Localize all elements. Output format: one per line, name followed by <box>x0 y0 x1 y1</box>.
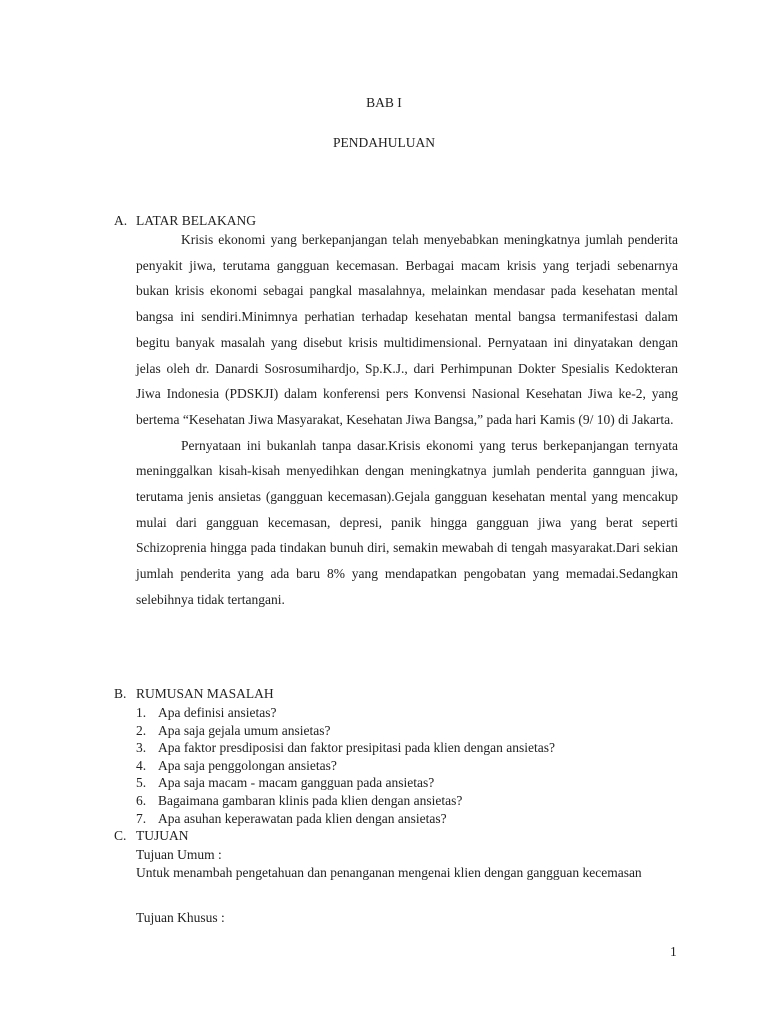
list-item: 2. Apa saja gejala umum ansietas? <box>136 722 331 738</box>
section-b-letter: B. <box>114 686 127 701</box>
section-b-heading: RUMUSAN MASALAH <box>136 686 274 701</box>
list-item: 3. Apa faktor presdiposisi dan faktor presipitasi pada klien dengan ansietas? <box>136 740 556 756</box>
list-item: 7. Apa asuhan keperawatan pada klien dengan ansietas? <box>136 810 447 826</box>
list-item: 5. Apa saja macam - macam gangguan pada ansietas? <box>136 775 435 791</box>
section-a-heading: LATAR BELAKANG <box>136 213 257 228</box>
page-number: 1 <box>670 944 677 959</box>
section-c-letter: C. <box>114 828 127 843</box>
chapter-title: PENDAHULUAN <box>333 135 435 150</box>
list-item: 6. Bagaimana gambaran klinis pada klien dengan ansietas? <box>136 792 463 808</box>
list-item: 1. Apa definisi ansietas? <box>136 705 277 720</box>
section-a-letter: A. <box>114 213 128 228</box>
section-a-body <box>136 227 678 613</box>
chapter-label: BAB I <box>366 95 402 110</box>
background-paragraph-1: Krisis ekonomi yang berkepanjangan telah menyebabkan meningkatnya jumlah penderita penyakit jiwa, terutama gangguan kecemasan. Berbagai macam krisis yang terjadi sebenarnya bukan krisis ekonomi sebagai pangkal masalahnya, melainkan mendasar pada kesehatan mental bangsa ini sendiri.Minimnya perhatian terhadap kesehatan mental bangsa termanifestasi dalam begitu banyak masalah yang disebut krisis multidimensional. Pernyataan ini dinyatakan dengan jelas oleh dr. Danardi Sosrosumihardjo, Sp.K.J., dari Perhimpunan Dokter Spesialis Kedokteran Jiwa Indonesia (PDSKJI) dalam konferensi pers Konvensi Nasional Kesehatan Jiwa ke-2, yang bertema “Kesehatan Jiwa Masyarakat, Kesehatan Jiwa Bangsa,” pada hari Kamis (9/ 10) di Jakarta. <box>136 232 678 427</box>
list-item: 4. Apa saja penggolongan ansietas? <box>136 757 337 773</box>
problem-list <box>136 704 676 827</box>
specific-objective-label: Tujuan Khusus : <box>136 910 225 925</box>
general-objective-label: Tujuan Umum : <box>136 847 222 862</box>
section-c-heading: TUJUAN <box>136 828 189 843</box>
general-objective-text: Untuk menambah pengetahuan dan penanganan mengenai klien dengan gangguan kecemasan <box>136 865 642 880</box>
background-paragraph-2: Pernyataan ini bukanlah tanpa dasar.Krisis ekonomi yang terus berkepanjangan ternyata meninggalkan kisah-kisah menyedihkan dengan meningkatnya jumlah penderita gannguan jiwa, terutama jenis ansietas (gangguan kecemasan).Gejala gangguan kesehatan mental yang mencakup mulai dari gangguan kecemasan, depresi, panik hingga gangguan jiwa yang berat seperti Schizoprenia hingga pada tindakan bunuh diri, semakin mewabah di tengah masyarakat.Dari sekian jumlah penderita yang ada baru 8% yang mendapatkan pengobatan yang memadai.Sedangkan selebihnya tidak tertangani. <box>136 437 678 607</box>
